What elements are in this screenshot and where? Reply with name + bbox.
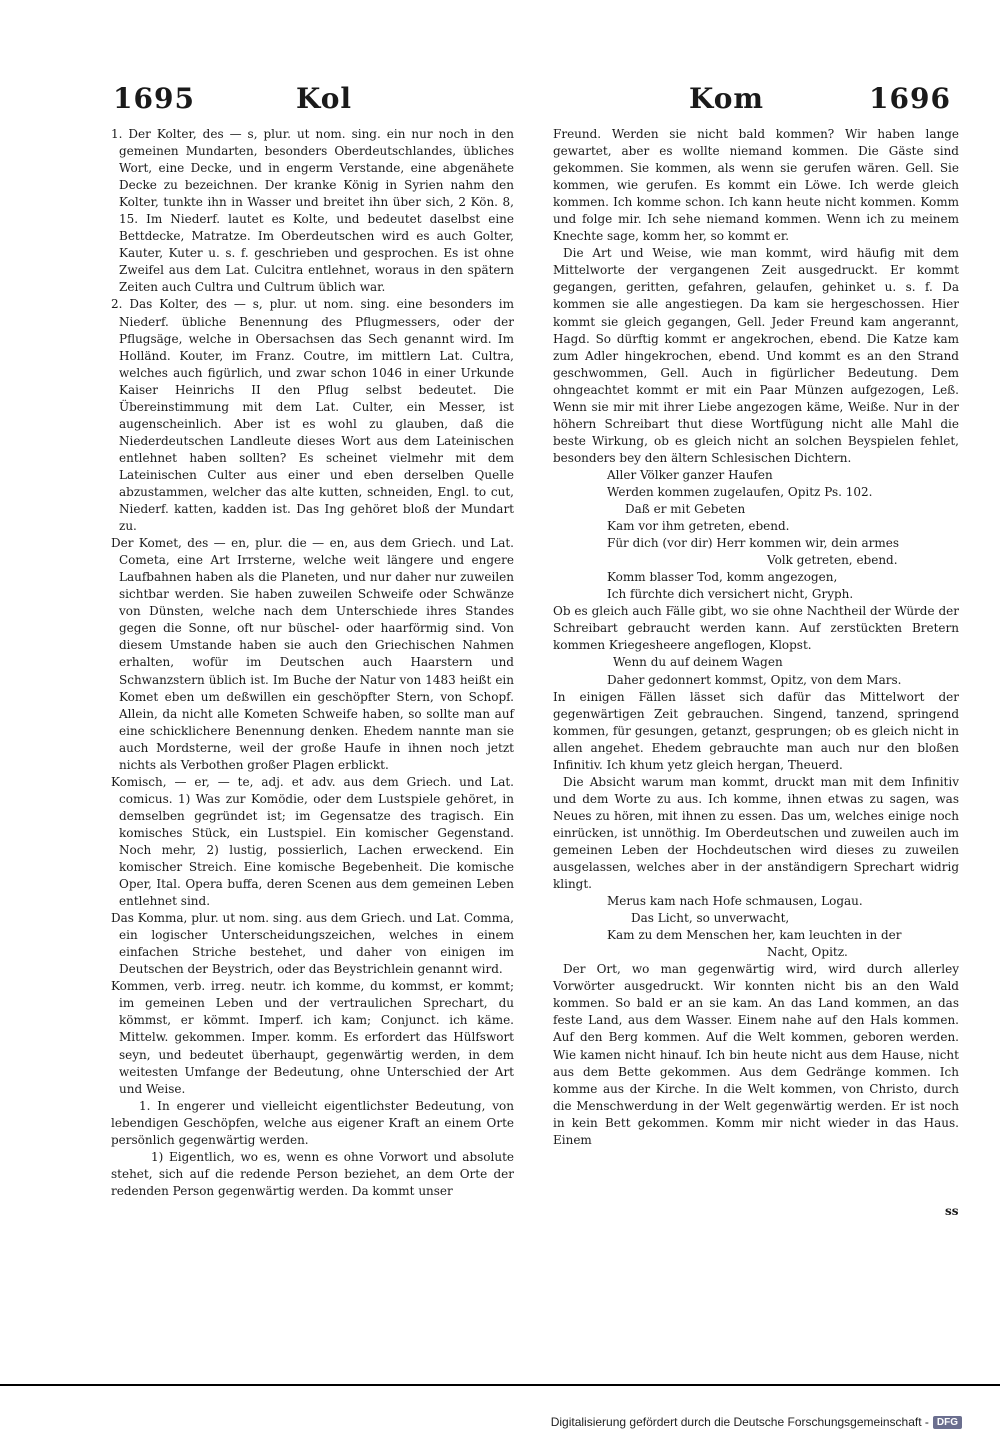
right-column — [553, 126, 959, 1149]
running-head-left: Kol — [296, 82, 353, 115]
verse-line: Werden kommen zugelaufen, Opitz Ps. 102. — [607, 484, 873, 499]
page-number-left: 1695 — [113, 82, 195, 115]
kommen-paragraph-6: Der Ort, wo man gegenwärtig wird, wird durch allerley Vorwörter ausgedruckt. Wir konnten nicht bis an den Wald kommen. So bald er an sie kam. An das Land kommen, an das feste Land, aus dem Wasser. Einem nahe auf den Hals kommen. Auf den Berg kommen. Auf die Welt kommen, geboren werden. Wie kamen nicht hinauf. Ich bin heute nicht aus dem Hause, nicht aus dem Bette gekommen. Aus dem Gedränge kommen. Ich komme aus der Kirche. In die Welt kommen, von Christo, durch die Menschwerdung in der Welt gegenwärtig werden. Er ist noch in kein Bett gekommen. Komm mir nicht wieder in das Haus. Einem — [553, 962, 959, 1147]
dfg-logo: DFG — [933, 1416, 962, 1429]
kommen-paragraph-3: Ob es gleich auch Fälle gibt, wo sie ohne Nachtheil der Würde der Schreibart gebraucht werden kann. Auf zerstückten Bretern kommen Kriegesheere angeflogen, Klopst. — [553, 604, 959, 653]
verse-line: Nacht, Opitz. — [767, 945, 848, 960]
verse-line: Wenn du auf deinem Wagen — [613, 655, 783, 670]
verse-line: Volk getreten, ebend. — [767, 553, 898, 568]
verse-line: Ich fürchte dich versichert nicht, Gryph. — [607, 587, 854, 602]
verse-line: Merus kam nach Hofe schmausen, Logau. — [607, 894, 863, 909]
verse-line: Komm blasser Tod, komm angezogen, — [607, 570, 838, 585]
verse-line: Aller Völker ganzer Haufen — [607, 467, 773, 482]
kommen-sense-1-1: 1) Eigentlich, wo es, wenn es ohne Vorwort und absolute stehet, sich auf die redende Person beziehet, an dem Orte der redenden Person gegenwärtig werden. Da kommt unser — [111, 1149, 514, 1198]
entry-komma: Das Komma, plur. ut nom. sing. aus dem Griech. und Lat. Comma, ein logischer Unterscheidungszeichen, welches in einem einfachen Striche bestehet, und daher von einigen im Deutschen der Beystrich, oder das Beystrichlein genannt wird. — [111, 911, 514, 977]
entry-komisch: Komisch, — er, — te, adj. et adv. aus dem Griech. und Lat. comicus. 1) Was zur Komödie, oder dem Lustspiele gehöret, in demselben gegründet ist; im Gegensatze des tragisch. Ein komisches Stück, ein Lustspiel. Ein komischer Gegenstand. Noch mehr, 2) lustig, possierlich, Lachen erweckend. Ein komischer Streich. Eine komische Begebenheit. Die komische Oper, Ital. Opera buffa, deren Scenen aus dem gemeinen Leben entlehnet sind. — [111, 774, 514, 909]
funding-text: Digitalisierung gefördert durch die Deutsche Forschungsgemeinschaft - — [550, 1415, 929, 1429]
kommen-paragraph-4: In einigen Fällen lässet sich dafür das Mittelwort der gegenwärtigen Zeit gebrauchen. Singend, tanzend, springend kommen, für gesungen, getanzt, gesprungen; ob es gleich nicht in allen angehet. Ehedem gebrauchte man auch nur den bloßen Infinitiv. Ich khum yetz gleich hergan, Theuerd. — [553, 689, 959, 772]
entry-kommen: Kommen, verb. irreg. neutr. ich komme, du kommst, er kommt; im gemeinen Leben und der vertraulichen Sprechart, du kömmst, er kömmt. Imperf. ich kam; Conjunct. ich käme. Mittelw. gekommen. Imper. komm. Es erfordert das Hülfswort seyn, und bedeutet überhaupt, gegenwärtig werden, in dem weitesten Umfange der Bedeutung, ohne Unterschied der Art und Weise. — [111, 979, 514, 1096]
footer-divider — [0, 1384, 1000, 1386]
catchword: ss — [945, 1204, 959, 1218]
verse-line: Kam zu dem Menschen her, kam leuchten in der — [607, 928, 902, 943]
verse-block-2 — [553, 654, 959, 688]
verse-line: Für dich (vor dir) Herr kommen wir, dein armes — [607, 536, 899, 551]
kommen-paragraph-1: Freund. Werden sie nicht bald kommen? Wir haben lange gewartet, aber es wollte niemand kommen. Die Gäste sind gekommen. Sie kommen, als wenn sie gerufen wären. Gell. Sie kommen, wie gerufen. Es kommt ein Löwe. Ich werde gleich kommen. Ich komme schon. Ich kann heute nicht kommen. Komm und folge mir. Ich sehe niemand kommen. Wenn ich zu meinem Knechte sage, komm her, so kommt er. — [553, 127, 959, 244]
page-number-right: 1696 — [869, 82, 951, 115]
running-head-right: Kom — [689, 82, 765, 115]
entry-kolter-2: 2. Das Kolter, des — s, plur. ut nom. sing. eine besonders im Niederf. übliche Benennung des Pflugmessers, oder der Pflugsäge, welche in Obersachsen das Sech genannt wird. Im Holländ. Kouter, im Franz. Coutre, im mittlern Lat. Cultra, welches auch figürlich, und zwar schon 1046 in einer Urkunde Kaiser Heinrichs II den Pflug selbst bedeutet. Die Übereinstimmung mit dem Lat. Culter, ein Messer, ist augenscheinlich. Aber ist es wohl zu glauben, daß die Niederdeutschen Landleute dieses Wort aus dem Lateinischen entlehnet haben sollten? Es scheinet vielmehr mit dem Lateinischen Culter aus einer und eben derselben Quelle abzustammen, welcher das alte kutten, schneiden, Engl. to cut, Niederf. katten, kadden ist. Das Ing gehöret bloß der Mundart zu. — [111, 297, 514, 534]
verse-line: Daß er mit Gebeten — [625, 502, 746, 517]
entry-kolter-1: 1. Der Kolter, des — s, plur. ut nom. sing. ein nur noch in den gemeinen Mundarten, besonders Oberdeutschlandes, übliches Wort, eine Decke, und in engerm Verstande, eine abgenähete Decke zu bezeichnen. Der kranke König in Syrien nahm den Kolter, tunkte ihn in Wasser und breitet ihn über sich, 2 Kön. 8, 15. Im Niederf. lautet es Kolte, und bedeutet daselbst eine Bettdecke, Matratze. Im Oberdeutschen wird es auch Golter, Kauter, Kuter u. s. f. geschrieben und gesprochen. Es ist ohne Zweifel aus dem Lat. Culcitra entlehnet, woraus in den spätern Zeiten auch Cultra und Cultrum üblich war. — [111, 127, 514, 295]
funding-footer — [551, 1415, 962, 1429]
kommen-paragraph-5: Die Absicht warum man kommt, druckt man mit dem Infinitiv und dem Worte zu aus. Ich komme, ihnen etwas zu sagen, was Neues zu hören, mit ihnen zu essen. Das um, welches einige noch einrücken, ist unnöthig. Im Oberdeutschen und zuweilen auch im gemeinen Leben der Hochdeutschen wird dieses zu zuweilen ausgelassen, welches aber in der anständigern Sprechart widrig klingt. — [553, 774, 959, 892]
left-column — [111, 126, 514, 1200]
verse-line: Kam vor ihm getreten, ebend. — [607, 519, 790, 534]
kommen-paragraph-2: Die Art und Weise, wie man kommt, wird häufig mit dem Mittelworte der vergangenen Zeit ausgedruckt. Er kommt gegangen, geritten, gefahren, gelaufen, gehinket u. s. f. Da kommen sie alle angestiegen. Da kam sie hergeschossen. Hier kommt sie gleich gegangen, Gell. Jeder Freund kam angerannt, Hagd. So dürftig kommt er angekrochen, ebend. Die Katze kam zum Adler hingekrochen, ebend. Und kommt es an den Strand geschwommen, Gell. Auch in figürlicher Bedeutung. Dem ohngeachtet kommt er mit ein Paar Münzen aufgezogen, Leß. Wenn sie mir mit ihrer Liebe angezogen käme, Weiße. Nur in der höhern Schreibart thut diese Wortfügung nicht alle Mahl die beste Wirkung, ob es gleich nicht an solchen Beyspielen fehlet, besonders bey den ältern Schlesischen Dichtern. — [553, 246, 959, 465]
verse-line: Daher gedonnert kommst, Opitz, von dem Mars. — [607, 672, 902, 687]
verse-line: Das Licht, so unverwacht, — [631, 911, 790, 926]
entry-komet: Der Komet, des — en, plur. die — en, aus dem Griech. und Lat. Cometa, eine Art Irrsterne, welche weit längere und engere Laufbahnen haben als die Planeten, und nur daher nur zuweilen sichtbar werden. Sie haben zuweilen Schweife oder Schwänze von Dünsten, welche nach dem Unterschiede ihres Standes gegen die Sonne, oft nur büschel- oder haarförmig sind. Von diesem Umstande haben sie auch den Griechischen Nahmen erhalten, wofür im Deutschen auch Haarstern und Schwanzstern üblich ist. Im Buche der Natur von 1483 heißt ein Komet eben um deßwillen ein geschöpfter Stern, von Schopf. Allein, da nicht alle Kometen Schweife haben, so sollte man auf eine schicklichere Benennung denken. Ehedem nannte man sie auch Mordsterne, weil der große Haufe in ihnen noch jetzt nichts als Verbothen großer Plagen erblickt. — [111, 536, 514, 772]
verse-block-3 — [553, 893, 959, 961]
verse-block-1 — [553, 467, 959, 603]
kommen-sense-1: 1. In engerer und vielleicht eigentlichster Bedeutung, von lebendigen Geschöpfen, welche aus eigener Kraft an einem Orte persönlich gegenwärtig werden. — [111, 1098, 514, 1147]
